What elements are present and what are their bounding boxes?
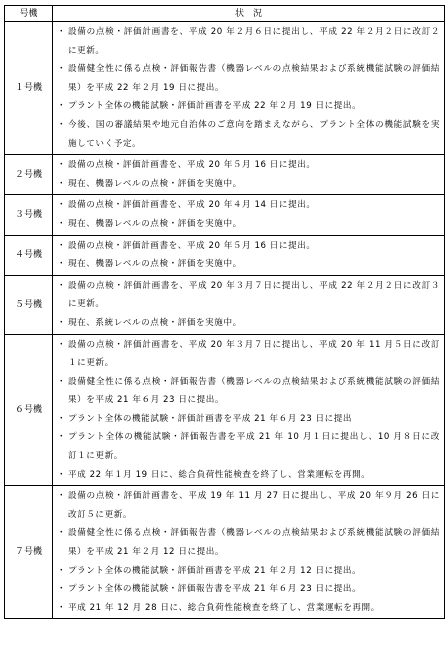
table-row-unit-2: [5, 155, 445, 195]
unit-label: ３号機: [5, 195, 53, 235]
table-row-unit-7: [5, 486, 445, 619]
status-item: ・ 設備の点検・評価計画書を、平成 19 年 11 月 27 日に提出し、平成 20 年９月 26 日に改訂５に更新。: [59, 487, 440, 524]
status-item: ・ 現在、機器レベルの点検・評価を実施中。: [59, 255, 440, 274]
status-item: ・ 設備健全性に係る点検・評価報告書（機器レベルの点検結果および系統機能試験の評価結果）を平成 21 年２月 12 日に提出。: [59, 524, 440, 561]
status-item: ・ プラント全体の機能試験・評価計画書を平成 22 年２月 19 日に提出。: [59, 97, 440, 116]
status-item: ・ 今後、国の審議結果や地元自治体のご意向を踏まえながら、プラント全体の機能試験を実施していく予定。: [59, 116, 440, 153]
status-cell: [53, 155, 445, 195]
unit-label: ５号機: [5, 275, 53, 334]
status-item: ・ プラント全体の機能試験・評価報告書を平成 21 年６月 23 日に提出。: [59, 580, 440, 599]
status-cell: [53, 334, 445, 486]
status-item: ・ 設備の点検・評価計画書を、平成 20 年３月７日に提出し、平成 22 年２月２日に改訂３に更新。: [59, 277, 440, 314]
status-cell: [53, 275, 445, 334]
status-cell: [53, 22, 445, 155]
status-item: ・ プラント全体の機能試験・評価報告書を平成 21 年 10 月１日に提出し、10 月８日に改訂１に更新。: [59, 428, 440, 465]
table-row-unit-1: [5, 22, 445, 155]
status-item: ・ 現在、機器レベルの点検・評価を実施中。: [59, 215, 440, 234]
unit-label: ６号機: [5, 334, 53, 486]
status-cell: [53, 235, 445, 275]
document-page: [4, 5, 444, 619]
status-item: ・ 設備の点検・評価計画書を、平成 20 年４月 14 日に提出。: [59, 196, 440, 215]
table-row-unit-5: [5, 275, 445, 334]
status-item: ・ プラント全体の機能試験・評価計画書を平成 21 年２月 12 日に提出。: [59, 562, 440, 581]
status-item: ・ 設備の点検・評価計画書を、平成 20 年３月７日に提出し、平成 20 年 11 月５日に改訂１に更新。: [59, 336, 440, 373]
status-cell: [53, 486, 445, 619]
status-item: ・ 設備健全性に係る点検・評価報告書（機器レベルの点検結果および系統機能試験の評価結果）を平成 22 年２月 19 日に提出。: [59, 60, 440, 97]
status-item: ・ 設備健全性に係る点検・評価報告書（機器レベルの点検結果および系統機能試験の評価結果）を平成 21 年６月 23 日に提出。: [59, 373, 440, 410]
status-item: ・ 設備の点検・評価計画書を、平成 20 年５月 16 日に提出。: [59, 156, 440, 175]
status-table: [4, 5, 445, 619]
status-item: ・ 平成 21 年 12 月 28 日に、総合負荷性能検査を終了し、営業運転を再開。: [59, 599, 440, 618]
header-unit: 号機: [5, 6, 53, 22]
status-cell: [53, 195, 445, 235]
status-item: ・ 平成 22 年１月 19 日に、総合負荷性能検査を終了し、営業運転を再開。: [59, 466, 440, 485]
header-row: [5, 6, 445, 22]
unit-label: １号機: [5, 22, 53, 155]
status-item: ・ プラント全体の機能試験・評価計画書を平成 21 年６月 23 日に提出: [59, 410, 440, 429]
table-row-unit-3: [5, 195, 445, 235]
status-item: ・ 現在、機器レベルの点検・評価を実施中。: [59, 175, 440, 194]
status-item: ・ 現在、系統レベルの点検・評価を実施中。: [59, 314, 440, 333]
header-status: 状 況: [53, 6, 445, 22]
table-row-unit-4: [5, 235, 445, 275]
unit-label: ４号機: [5, 235, 53, 275]
unit-label: ７号機: [5, 486, 53, 619]
status-item: ・ 設備の点検・評価計画書を、平成 20 年５月 16 日に提出。: [59, 237, 440, 256]
unit-label: ２号機: [5, 155, 53, 195]
table-row-unit-6: [5, 334, 445, 486]
status-item: ・ 設備の点検・評価計画書を、平成 20 年２月６日に提出し、平成 22 年２月２日に改訂２に更新。: [59, 23, 440, 60]
